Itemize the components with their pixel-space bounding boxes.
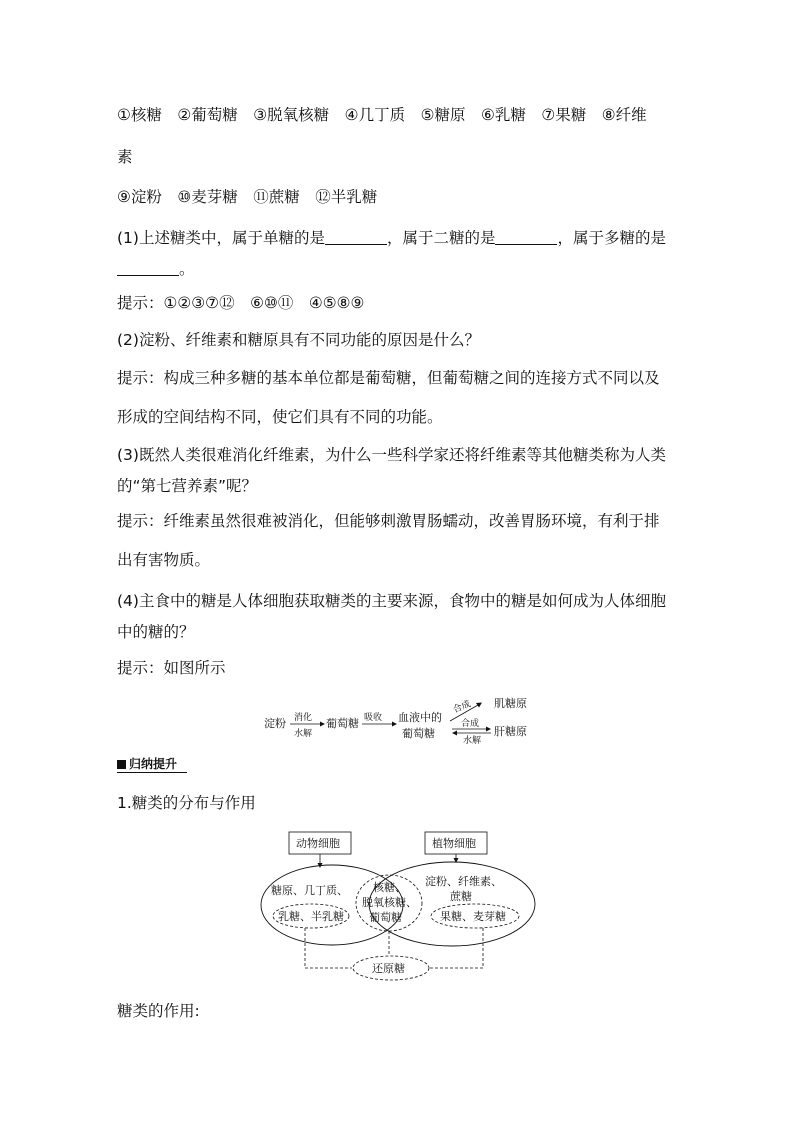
flow-hydrolyze2-label: 水解 bbox=[463, 736, 482, 746]
question-3-line-2: 的“第七营养素”呢？ bbox=[117, 477, 258, 495]
shared-sugar-line-2: 脱氧核糖、 bbox=[362, 896, 417, 909]
hint-2-line-1: 提示：构成三种多糖的基本单位都是葡萄糖，但葡萄糖之间的连接方式不同以及 bbox=[117, 369, 660, 387]
flow-synth-upper-label: 合成 bbox=[451, 699, 473, 716]
flow-muscle-glycogen: 肌糖原 bbox=[494, 697, 527, 710]
summary-item-1: 1.糖类的分布与作用 bbox=[117, 794, 256, 812]
question-1-part-b: ，属于二糖的是 bbox=[386, 229, 496, 247]
animal-cell-label: 动物细胞 bbox=[296, 837, 340, 850]
flow-blood-line-1: 血液中的 bbox=[398, 711, 442, 724]
flow-synth-lower-label: 合成 bbox=[461, 719, 480, 729]
question-1-part-a: (1)上述糖类中，属于单糖的是 bbox=[117, 229, 325, 247]
sugar-list-line-1: ①核糖 ②葡萄糖 ③脱氧核糖 ④几丁质 ⑤糖原 ⑥乳糖 ⑦果糖 ⑧纤维 bbox=[117, 106, 647, 124]
shared-sugar-line-3: 葡萄糖 bbox=[369, 911, 402, 924]
flow-blood-line-2: 葡萄糖 bbox=[402, 727, 435, 740]
hint-4: 提示：如图所示 bbox=[117, 659, 226, 677]
hint-1: 提示：①②③⑦⑫ ⑥⑩⑪ ④⑤⑧⑨ bbox=[117, 294, 365, 312]
shared-sugar-line-1: 核糖、 bbox=[373, 881, 406, 894]
flow-starch: 淀粉 bbox=[264, 717, 286, 730]
flow-liver-glycogen: 肝糖原 bbox=[494, 725, 527, 738]
plant-reducing-sugars: 果糖、麦芽糖 bbox=[440, 910, 506, 923]
question-1-end: 。 bbox=[179, 260, 195, 278]
hint-2-line-2: 形成的空间结构不同，使它们具有不同的功能。 bbox=[117, 408, 443, 426]
flow-digest-label: 消化 bbox=[294, 713, 313, 723]
question-4-line-2: 中的糖的？ bbox=[117, 623, 195, 641]
question-3-line-1: (3)既然人类很难消化纤维素，为什么一些科学家还将纤维素等其他糖类称为人类 bbox=[117, 446, 666, 464]
plant-cell-label: 植物细胞 bbox=[432, 837, 476, 850]
question-4-line-1: (4)主食中的糖是人体细胞获取糖类的主要来源，食物中的糖是如何成为人体细胞 bbox=[117, 592, 666, 610]
plant-only-sugars-line-2: 蔗糖 bbox=[450, 890, 472, 903]
animal-only-sugars: 糖原、几丁质、 bbox=[271, 884, 348, 897]
summary-section-title: 归纳提升 bbox=[117, 756, 187, 773]
question-1-part-c: ，属于多糖的是 bbox=[557, 229, 666, 247]
summary-footer: 糖类的作用: bbox=[117, 1002, 200, 1020]
flow-glucose: 葡萄糖 bbox=[326, 717, 359, 730]
plant-only-sugars-line-1: 淀粉、纤维素、 bbox=[425, 875, 502, 888]
hint-3-line-2: 出有害物质。 bbox=[117, 551, 211, 569]
animal-reducing-sugars: 乳糖、半乳糖 bbox=[278, 910, 344, 923]
flow-hydrolyze-label: 水解 bbox=[294, 729, 313, 739]
sugar-list-line-3: ⑨淀粉 ⑩麦芽糖 ⑪蔗糖 ⑫半乳糖 bbox=[117, 188, 378, 206]
sugar-list-line-2: 素 bbox=[117, 148, 133, 166]
flow-absorb-label: 吸收 bbox=[364, 713, 383, 723]
question-2: (2)淀粉、纤维素和糖原具有不同功能的原因是什么？ bbox=[117, 331, 480, 349]
hint-3-line-1: 提示：纤维素虽然很难被消化，但能够刺激胃肠蠕动，改善胃肠环境，有利于排 bbox=[117, 512, 660, 530]
reducing-sugar-label: 还原糖 bbox=[372, 962, 405, 975]
